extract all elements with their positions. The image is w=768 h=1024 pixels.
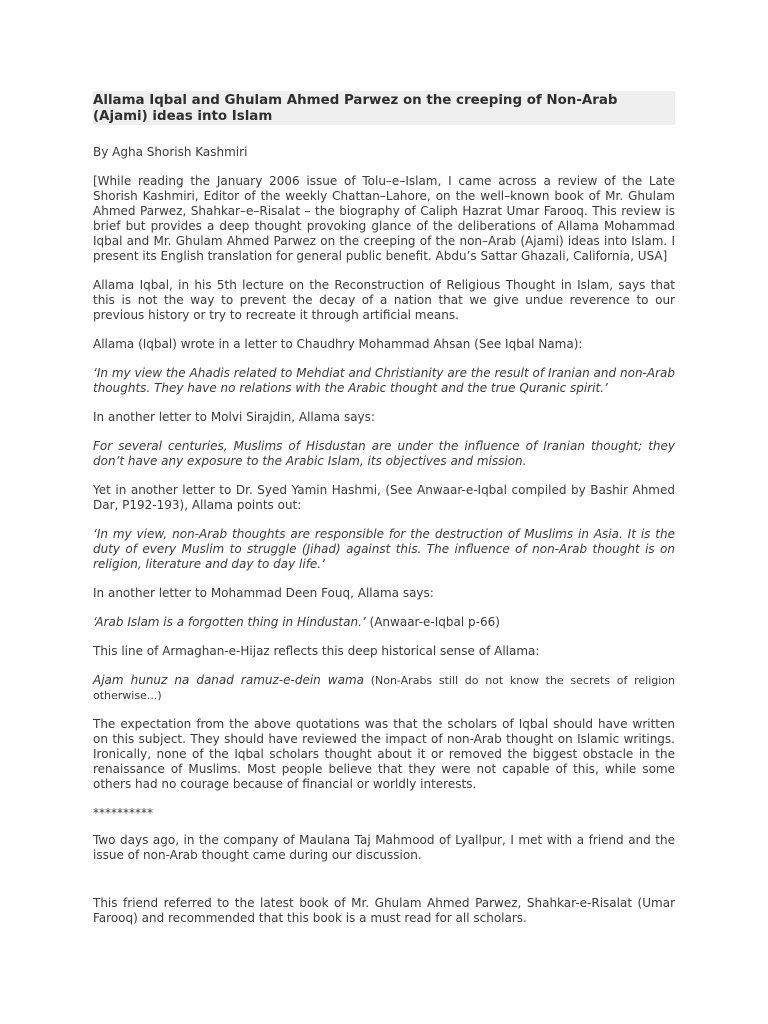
paragraph-3: In another letter to Molvi Sirajdin, Allama says:: [93, 410, 375, 424]
quote-4: ‘Arab Islam is a forgotten thing in Hindustan.’: [93, 615, 366, 629]
paragraph-4: Yet in another letter to Dr. Syed Yamin Hashmi, (See Anwaar-e-Iqbal compiled by Bashir Ahmed Dar, P192-193), Allama points out:: [93, 483, 675, 512]
quote-3: ‘In my view, non-Arab thoughts are responsible for the destruction of Muslims in Asia. It is the duty of every Muslim to struggle (Jihad) against this. The influence of non-Arab thought is on religion, literature and day to day life.’: [93, 527, 675, 571]
document-page: [93, 91, 675, 940]
quote-5-paragraph: [93, 673, 675, 703]
article-byline: By Agha Shorish Kashmiri: [93, 145, 248, 159]
quote-2: For several centuries, Muslims of Hisdustan are under the influence of Iranian thought; they don’t have any exposure to the Arabic Islam, its objectives and mission.: [93, 439, 675, 468]
quote-5-gloss: (Non-Arabs still do not know the secrets of religion otherwise...): [93, 674, 675, 702]
paragraph-5: In another letter to Mohammad Deen Fouq, Allama says:: [93, 586, 434, 600]
paragraph-8: Two days ago, in the company of Maulana Taj Mahmood of Lyallpur, I met with a friend and the issue of non-Arab thought came during our discussion.: [93, 833, 675, 862]
quote-4-paragraph: [93, 615, 675, 630]
translator-note: [While reading the January 2006 issue of Tolu–e–Islam, I came across a review of the Late Shorish Kashmiri, Editor of the weekly Chattan–Lahore, on the well–known book of Mr. Ghulam Ahmed Parwez, Shahkar–e–Risalat – the biography of Caliph Hazrat Umar Farooq. This review is brief but provides a deep thought provoking glance of the deliberations of Allama Mohammad Iqbal and Mr. Ghulam Ahmed Parwez on the creeping of the non–Arab (Ajami) ideas into Islam. I present its English translation for general public benefit. Abdu’s Sattar Ghazali, California, USA]: [93, 174, 675, 263]
paragraph-9: This friend referred to the latest book of Mr. Ghulam Ahmed Parwez, Shahkar-e-Risalat (Umar Farooq) and recommended that this book is a must read for all scholars.: [93, 896, 675, 925]
quote-1: ‘In my view the Ahadis related to Mehdiat and Christianity are the result of Iranian and non-Arab thoughts. They have no relations with the Arabic thought and the true Quranic spirit.’: [93, 366, 675, 395]
section-separator: **********: [93, 806, 153, 820]
paragraph-6: This line of Armaghan-e-Hijaz reflects this deep historical sense of Allama:: [93, 644, 540, 658]
article-title: Allama Iqbal and Ghulam Ahmed Parwez on the creeping of Non-Arab (Ajami) ideas into Islam: [93, 91, 675, 125]
paragraph-7: The expectation from the above quotations was that the scholars of Iqbal should have written on this subject. They should have reviewed the impact of non-Arab thought on Islamic writings. Ironically, none of the Iqbal scholars thought about it or removed the biggest obstacle in the renaissance of Muslims. Most people believe that they were not capable of this, while some others had no courage because of financial or worldly interests.: [93, 717, 675, 791]
quote-4-reference: (Anwaar-e-Iqbal p-66): [365, 615, 500, 629]
paragraph-2: Allama (Iqbal) wrote in a letter to Chaudhry Mohammad Ahsan (See Iqbal Nama):: [93, 337, 583, 351]
quote-5: Ajam hunuz na danad ramuz-e-dein wama: [93, 673, 364, 687]
paragraph-1: Allama Iqbal, in his 5th lecture on the Reconstruction of Religious Thought in Islam, says that this is not the way to prevent the decay of a nation that we give undue reverence to our previous history or try to recreate it through artificial means.: [93, 278, 675, 322]
